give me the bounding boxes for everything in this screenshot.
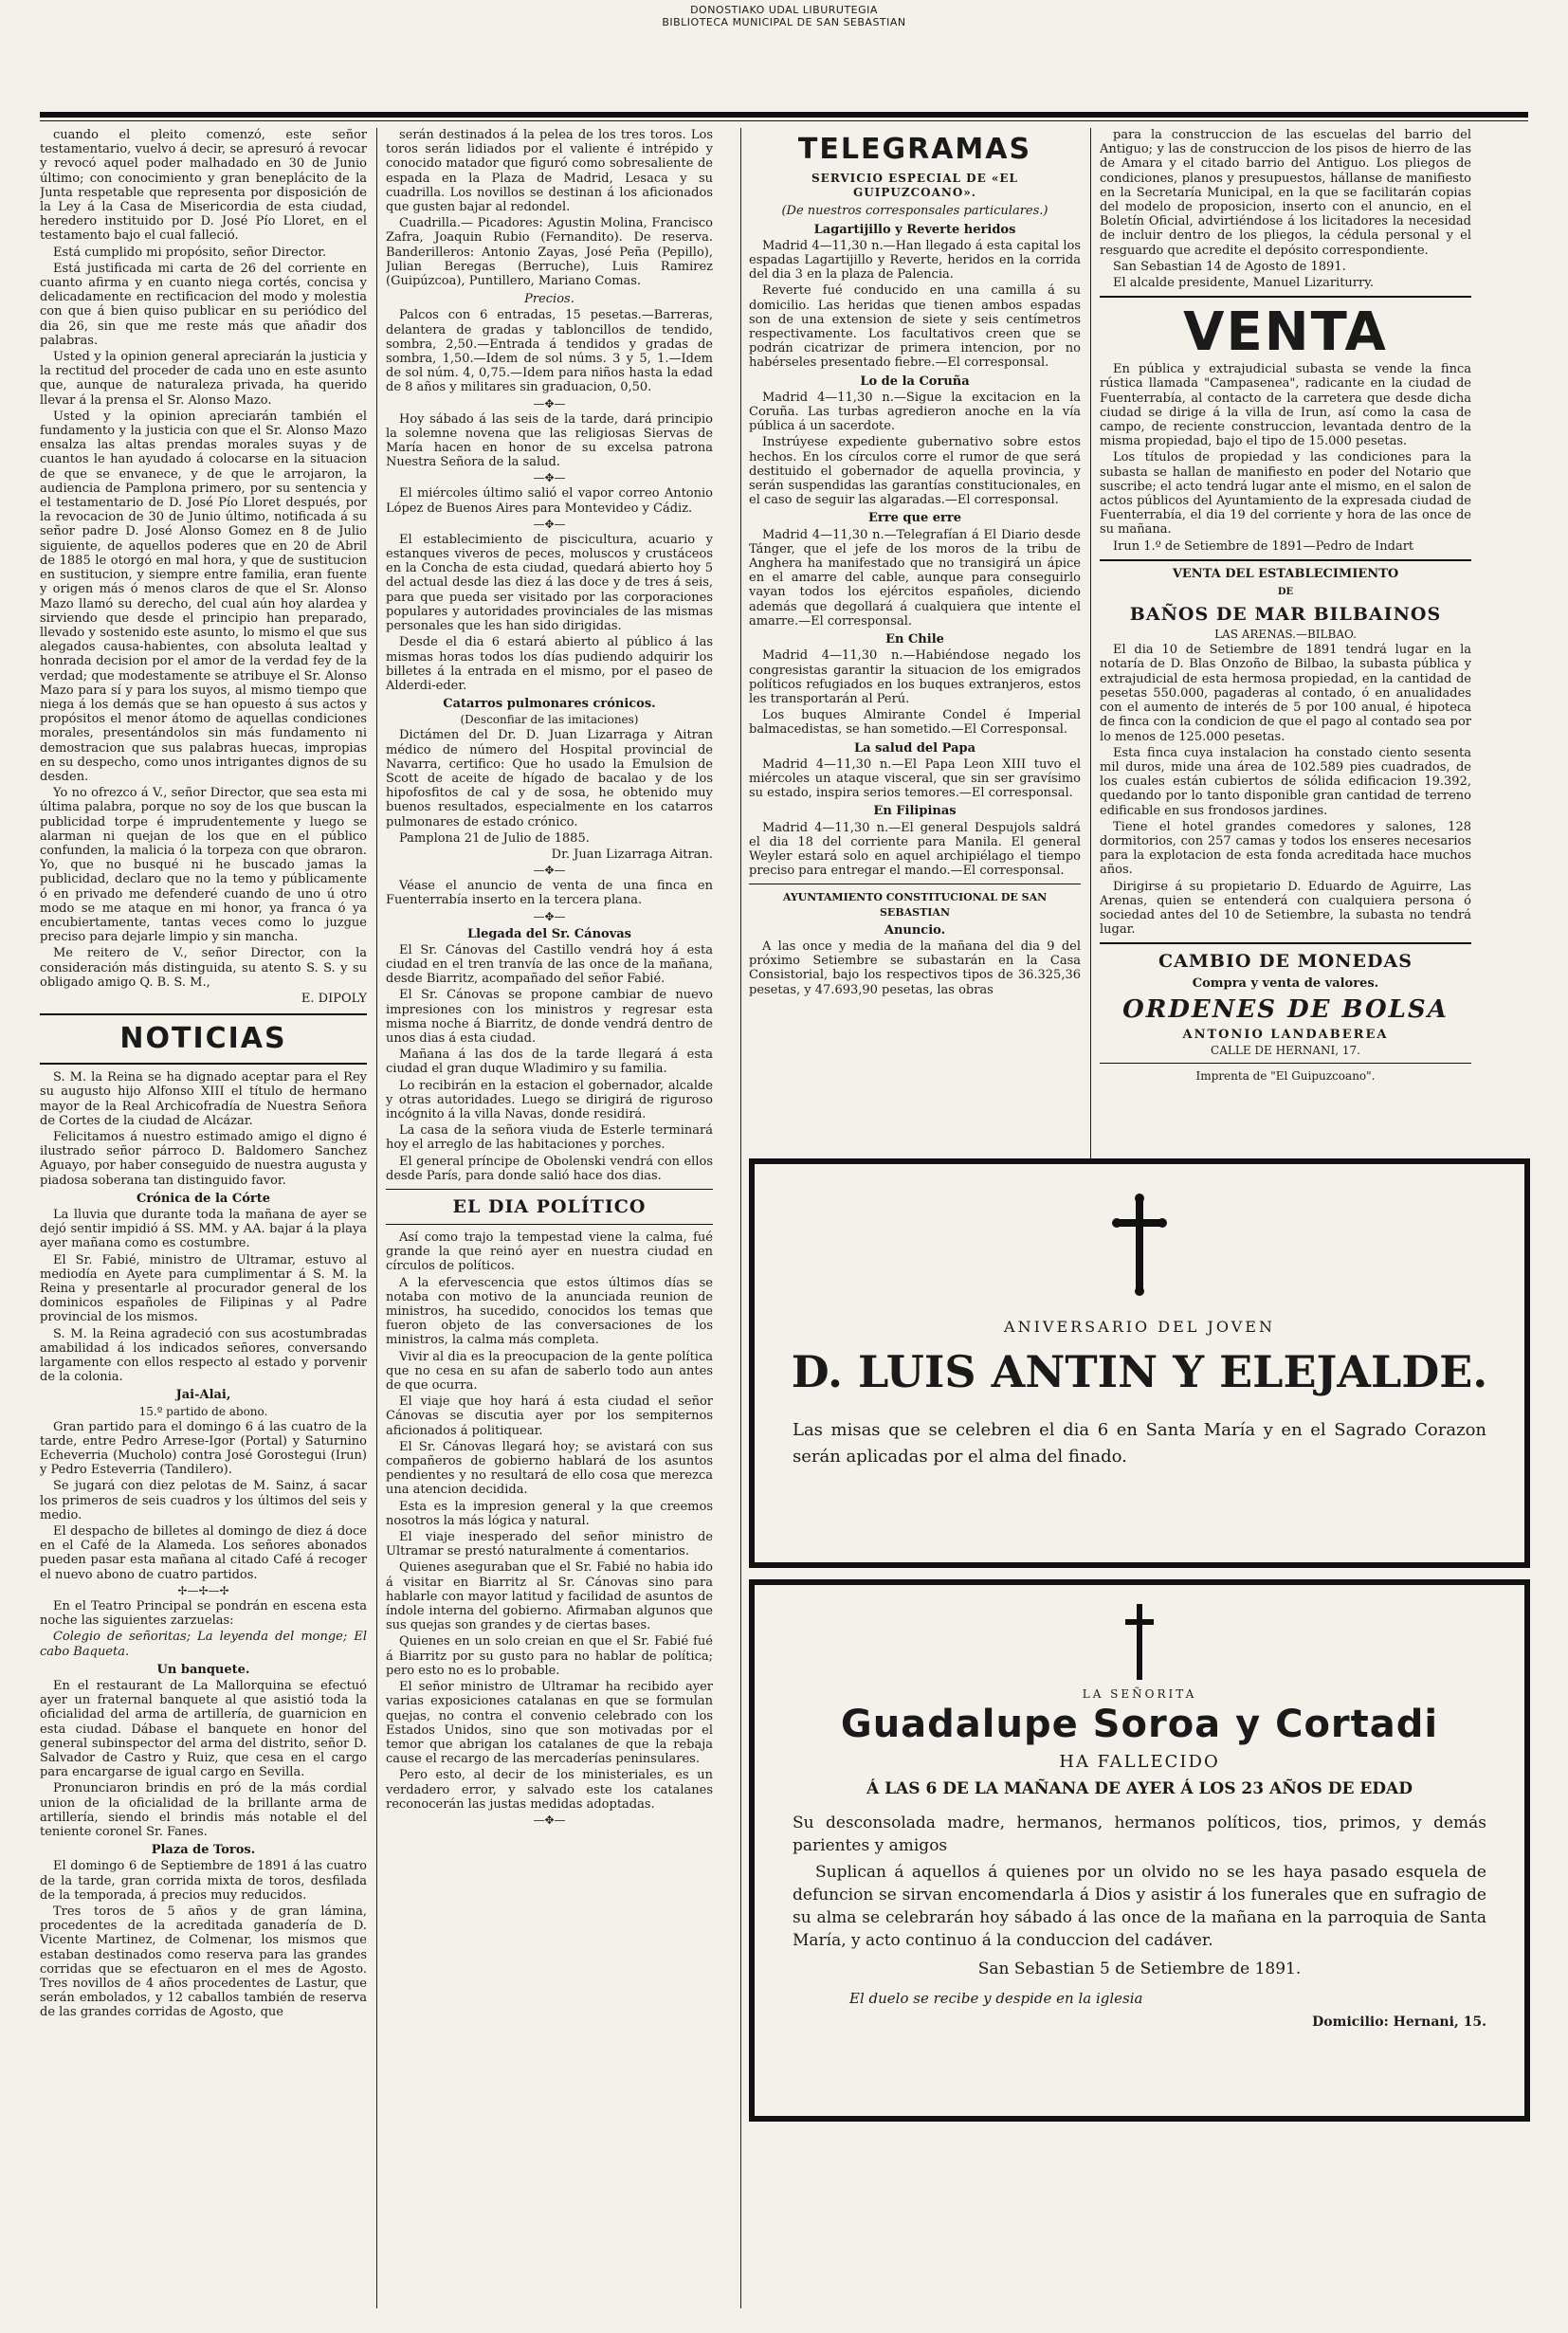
headline: Plaza de Toros. bbox=[151, 1843, 256, 1858]
paragraph: San Sebastian 14 de Agosto de 1891. bbox=[1113, 259, 1346, 274]
paragraph: Pamplona 21 de Julio de 1885. bbox=[399, 830, 590, 846]
paragraph: El establecimiento de piscicultura, acuario y estanques viveros de peces, moluscos y crustáceos en la Concha de esta ciudad, quedará abierto hoy 5 del actual desde las diez á las doce y de tres á seis, para que pueda ser visitado por las corporaciones populares y autoridades provinciales de las mismas personales que les han sido dirigidas. bbox=[386, 532, 713, 634]
paragraph: Esta es la impresion general y la que creemos nosotros la más lógica y natural. bbox=[386, 1499, 713, 1528]
paragraph: A la efervescencia que estos últimos días se notaba con motivo de la anunciada reunion de ministros, ha sucedido, conocidos los temas que fueron objeto de las conversaciones de los ministros, la calma más completa. bbox=[386, 1275, 713, 1348]
paragraph: Madrid 4—11,30 n.—Sigue la excitacion en la Coruña. Las turbas agredieron anoche en la vía pública á un sacerdote. bbox=[749, 390, 1081, 434]
venta-title: VENTA bbox=[1183, 301, 1388, 364]
subheadline: Precios. bbox=[524, 292, 574, 307]
notice-address: Domicilio: Hernani, 15. bbox=[1312, 2014, 1486, 2030]
deceased-name: Guadalupe Soroa y Cortadi bbox=[840, 1703, 1439, 1746]
column-rule bbox=[1090, 128, 1091, 1256]
ornament-divider: —✥— bbox=[533, 1813, 566, 1827]
ornament-divider: —✥— bbox=[533, 864, 566, 878]
paragraph: Pronunciaron brindis en pró de la más cordial union de la oficialidad de la brillante arma de artillería, siendo el brindis más notable el del teniente coronel Sr. Fanes. bbox=[40, 1781, 367, 1839]
headline: CAMBIO DE MONEDAS bbox=[1158, 951, 1413, 973]
headline: En Filipinas bbox=[873, 804, 957, 819]
paragraph: Lo recibirán en la estacion el gobernador, alcalde y otras autoridades. Luego se dirigirá de riguroso incógnito á la villa Navas, donde residirá. bbox=[386, 1078, 713, 1121]
paragraph: Así como trajo la tempestad viene la calma, fué grande la que reinó ayer en nuestra ciudad en círculos de políticos. bbox=[386, 1230, 713, 1274]
paragraph: Hoy sábado á las seis de la tarde, dará principio la solemne novena que las religiosas Siervas de María hacen en honor de su excelsa patrona Nuestra Señora de la salud. bbox=[386, 411, 713, 470]
paragraph: Madrid 4—11,30 n.—Telegrafían á El Diario desde Tánger, que el jefe de los moros de la tribu de Anghera ha manifestado que no transigirá un ápice en el amarre del cable, aunque para conseguirlo vayan todos los ejércitos españoles, diciendo además que degollará á cualquiera que intente el amarre.—El corresponsal. bbox=[749, 527, 1081, 629]
notice-label: HA FALLECIDO bbox=[1059, 1752, 1220, 1772]
paragraph: El alcalde presidente, Manuel Lizariturry. bbox=[1113, 276, 1374, 291]
paragraph: El Sr. Cánovas se propone cambiar de nuevo impresiones con los ministros y regresar esta misma noche á Biarritz, de donde vendrá dentro de unos dias á esta ciudad. bbox=[386, 988, 713, 1046]
headline: Erre que erre bbox=[868, 511, 961, 526]
headline: Crónica de la Córte bbox=[136, 1191, 271, 1206]
archive-stamp bbox=[0, 4, 1568, 28]
paragraph: El Sr. Cánovas del Castillo vendrá hoy á esta ciudad en el tren tranvía de las once de la mañana, desde Biarritz, acompañado del señor Fabié. bbox=[386, 942, 713, 987]
column-3 bbox=[749, 128, 1081, 1256]
headline: En Chile bbox=[885, 632, 944, 647]
paragraph: Madrid 4—11,30 n.—El general Despujols saldrá el dia 18 del corriente para Manila. El general Weyler estará solo en aquel archipiélago el tiempo preciso para entregar el mando.—El corresponsal. bbox=[749, 820, 1081, 879]
divider bbox=[1100, 942, 1471, 944]
paragraph: Tiene el hotel grandes comedores y salones, 128 dormitorios, con 257 camas y todos los enseres necesarios para la explotacion de esta fonda acreditada hace muchos años. bbox=[1100, 819, 1471, 878]
paragraph: Tres toros de 5 años y de gran lámina, procedentes de la acreditada ganadería de D. Vicente Martinez, de Colmenar, los mismos que estaban destinados como reserva para las grandes corridas que se efectuaron en el mes de Agosto. Tres novillos de 4 años procedentes de Lastur, que serán embolados, y 12 caballos también de reserva de las grandes corridas de Agosto, que bbox=[40, 1904, 367, 2020]
cross-icon bbox=[1111, 1193, 1168, 1297]
paragraph: Véase el anuncio de venta de una finca en Fuenterrabía inserto en la tercera plana. bbox=[386, 879, 713, 908]
paragraph: para la construccion de las escuelas del barrio del Antiguo; y las de construccion de los pisos de hierro de las de Amara y el citado barrio del Antiguo. Los pliegos de condiciones, planos y presupuestos, hállanse de manifiesto en la Secretaría Municipal, en la que se facilitarán copias del modelo de proposicion, inserto con el anuncio, en el Boletín Oficial, advirtiéndose á los licitadores la necesidad de incluir dentro de los pliegos, la cédula personal y el resguardo que acredite el depósito correspondiente. bbox=[1100, 128, 1471, 258]
paragraph: En el restaurant de La Mallorquina se efectuó ayer un fraternal banquete al que asistió toda la oficialidad del arma de artillería, de guarnicion en esta ciudad. Dábase el banquete en honor del general subinspector del arma del distrito, señor D. Salvador de Castro y Ruiz, que cesa en el cargo para encargarse de igual cargo en Sevilla. bbox=[40, 1678, 367, 1780]
headline: ORDENES DE BOLSA bbox=[1122, 994, 1449, 1024]
notice-label: LA SEÑORITA bbox=[1082, 1687, 1197, 1701]
paragraph: El miércoles último salió el vapor correo Antonio López de Buenos Aires para Montevideo y Cádiz. bbox=[386, 486, 713, 516]
notice-date: San Sebastian 5 de Setiembre de 1891. bbox=[977, 1959, 1302, 1978]
signature: Dr. Juan Lizarraga Aitran. bbox=[551, 847, 713, 862]
paragraph: El señor ministro de Ultramar ha recibido ayer varias exposiciones catalanas en que se formulan quejas, no contra el convenio celebrado con los Estados Unidos, sino que son motivadas por el temor que abrigan los catalanes de que la rebaja cause el recargo de las mercaderías peninsulares. bbox=[386, 1680, 713, 1767]
headline: DE bbox=[1277, 587, 1294, 598]
paragraph: Usted y la opinion apreciarán también el fundamento y la justicia con que el Sr. Alonso Mazo ensalza las altas prendas morales suyas y de cuantos le han ayudado á colocarse en la situacion de que se envanece, y de que le arrojaron, la audiencia de Pamplona primero, por su sentencia y el testamentario de D. José Pío Lloret después, por la revocacion de 30 de Junio último, notificada á su señor padre D. José Alonso Gomez en 8 de Julio siguiente, de aquellos poderes que en 20 de Abril de 1885 le otorgó en mal hora, y que de sustitucion en sustitucion, y siempre entre familia, eran fuente y origen más ó menos claros de que el Sr. Alonso Mazo llamó su derecho, del cual aún hoy alardea y sirviendo que desde el principio han preparado, llevado y sostenido este asunto, lo mismo el que sus alegados causa-habientes, con absoluta lealtad y honrada decision por el amor de la verdad fey de la verdad; que modestamente se atribuye el Sr. Alonso Mazo para sí y para los suyos, al mismo tiempo que niega á los demás que se han opuesto á sus actos y propósitos el menor átomo de aquellas condiciones morales, presentándolos sin más fundamento ni demostracion que sus palabras huecas, impropias en su despecho, como unos intrigantes dignos de su desden. bbox=[40, 409, 367, 784]
notice-subtitle: Á LAS 6 DE LA MAÑANA DE AYER Á LOS 23 AÑOS DE EDAD bbox=[866, 1779, 1413, 1798]
paragraph: Cuadrilla.— Picadores: Agustin Molina, Francisco Zafra, Joaquin Rubio (Fernandito). De reserva. Banderilleros: Antonio Zayas, José Peña (Pepillo), Julian Beregas (Berruche), Luis Ramirez (Guipúzcoa), Puntillero, Mariano Comas. bbox=[386, 216, 713, 289]
paragraph: En el Teatro Principal se pondrán en escena esta noche las siguientes zarzuelas: bbox=[40, 1598, 367, 1629]
column-4 bbox=[1100, 128, 1471, 1256]
notice-label: ANIVERSARIO DEL JOVEN bbox=[1004, 1318, 1275, 1336]
section-title: NOTICIAS bbox=[119, 1022, 287, 1056]
imprint: Imprenta de "El Guipuzcoano". bbox=[1195, 1068, 1376, 1083]
subheadline: (Desconfiar de las imitaciones) bbox=[460, 713, 639, 727]
paragraph: La lluvia que durante toda la mañana de ayer se dejó sentir impidió á SS. MM. y AA. bajar á la playa ayer mañana como es costumbre. bbox=[40, 1208, 367, 1251]
divider bbox=[1100, 1063, 1471, 1064]
paragraph: A las once y media de la mañana del dia 9 del próximo Setiembre se subastarán en la Casa Consistorial, bajo los respectivos tipos de 36.325,36 pesetas, y 47.693,90 pesetas, las obras bbox=[749, 939, 1081, 997]
paragraph: Esta finca cuya instalacion ha constado ciento sesenta mil duros, mide una área de 102.589 pies cuadrados, de los cuales están cubiertos de sólida edificacion 19.392, quedando por lo tanto disponible gran cantidad de terreno edificable en sus frondosos jardines. bbox=[1100, 745, 1471, 818]
paragraph: Los títulos de propiedad y las condiciones para la subasta se hallan de manifiesto en poder del Notario que suscribe; el acto tendrá lugar ante el mismo, en el salon de actos públicos del Ayuntamiento de la expresada ciudad de Fuenterrabía, el dia 19 del corriente y hora de las once de su mañana. bbox=[1100, 450, 1471, 538]
paragraph: Desde el dia 6 estará abierto al público á las mismas horas todos los días pudiendo adquirir los billetes á la entrada en el mismo, por el paseo de Alderdi-eder. bbox=[386, 635, 713, 693]
subheadline: SERVICIO ESPECIAL DE «EL GUIPUZCOANO». bbox=[811, 172, 1018, 200]
archive-stamp-line1: DONOSTIAKO UDAL LIBURUTEGIA bbox=[690, 4, 878, 16]
ornament-divider: —✥— bbox=[533, 471, 566, 485]
paragraph: El dia 10 de Setiembre de 1891 tendrá lugar en la notaría de D. Blas Onzoño de Bilbao, la subasta pública y extrajudicial de esta hermosa propiedad, en la cantidad de pesetas 550.000, pagaderas al contado, ó en anualidades con el aumento de interés de 5 por 100 anual, é hipoteca de finca con la condicion de que el pago al contado sea por lo menos de 125.000 pesetas. bbox=[1100, 643, 1471, 744]
headline: ANTONIO LANDABEREA bbox=[1182, 1027, 1389, 1042]
paragraph: El Sr. Fabié, ministro de Ultramar, estuvo al mediodía en Ayete para cumplimentar á S. M. la Reina y presentarle al procurador general de los dominicos españoles de Filipinas y al Padre provincial de los mismos. bbox=[40, 1252, 367, 1325]
paragraph: Dictámen del Dr. D. Juan Lizarraga y Aitran médico de número del Hospital provincial de Navarra, certifico: Que ho usado la Emulsion de Scott de aceite de hígado de bacalao y de los hipofosfitos de cal y de sosa, he obtenido muy buenos resultados, especialmente en los catarros pulmonares de estado crónico. bbox=[386, 728, 713, 829]
paragraph: cuando el pleito comenzó, este señor testamentario, vuelvo á decir, se apresuró á revocar y revocó aquel poder malhadado en 30 de Junio último; con conocimiento y gran beneplácito de la Junta respetable que representa por disposición de la Ley á la Casa de Misericordia de esta ciudad, heredero instituido por D. José Pío Lloret, en el testamento bajo el cual falleció. bbox=[40, 128, 367, 244]
notice-text: Las misas que se celebren el dia 6 en Santa María y en el Sagrado Corazon serán aplicadas por el alma del finado. bbox=[793, 1420, 1486, 1467]
signature: E. DIPOLY bbox=[301, 991, 367, 1006]
column-1 bbox=[40, 128, 367, 2308]
paragraph: Los buques Almirante Condel é Imperial balmacedistas, se han sometido.—El Corresponsal. bbox=[749, 708, 1081, 738]
masthead-rule bbox=[40, 112, 1528, 118]
paragraph: Yo no ofrezco á V., señor Director, que sea esta mi última palabra, porque no soy de los que buscan la publicidad torpe é imprudentemente y luego se alarman ni quejan de los que en el público confunden, la malicia ó la torpeza con que obraron. Yo, que no busqué ni he buscado jamas la publicidad, declaro que no la temo y públicamente ó en privado me defenderé cuando de uno ú otro modo se me ataque en mi honor, ya franca ó ya encubiertamente, tantas veces como lo juzgue preciso para dejarle limpio y sin mancha. bbox=[40, 786, 367, 945]
headline: AYUNTAMIENTO CONSTITUCIONAL DE SAN SEBASTIAN bbox=[782, 891, 1048, 919]
archive-stamp-line2: BIBLIOTECA MUNICIPAL DE SAN SEBASTIAN bbox=[662, 16, 906, 28]
subheadline: 15.º partido de abono. bbox=[138, 1404, 268, 1418]
headline: Catarros pulmonares crónicos. bbox=[443, 697, 656, 712]
paragraph: Irun 1.º de Setiembre de 1891—Pedro de Indart bbox=[1113, 538, 1414, 554]
notice-text: Suplican á aquellos á quienes por un olvido no se les haya pasado esquela de defuncion se sirvan encomendarla á Dios y asistir á los funerales que en sufragio de su alma se celebrarán hoy sábado á las once de la mañana en la parroquia de Santa María, y acto continuo á la conduccion del cadáver. bbox=[793, 1863, 1486, 1950]
memorial-notice-antin bbox=[749, 1158, 1530, 1568]
headline: Anuncio. bbox=[884, 922, 946, 938]
cross-icon bbox=[1125, 1604, 1154, 1680]
paragraph: En pública y extrajudicial subasta se vende la finca rústica llamada "Campasenea", radicante en la ciudad de Fuenterrabía, al contacto de la carretera que desde dicha ciudad se dirige á la villa de Irun, así como la casa de campo, de reciente construccion, levantada dentro de la misma propiedad, bajo el tipo de 15.000 pesetas. bbox=[1100, 362, 1471, 449]
paragraph: Palcos con 6 entradas, 15 pesetas.—Barreras, delantera de gradas y tabloncillos de tendido, sombra, 2,50.—Entrada á tendidos y gradas de sombra, 1,50.—Idem de sol núms. 3 y 5, 1.—Idem de sol núm. 4, 0,75.—Idem para niños hasta la edad de 8 años y militares sin graduacion, 0,50. bbox=[386, 308, 713, 395]
notice-footnote: El duelo se recibe y despide en la iglesia bbox=[849, 1990, 1143, 2007]
section-title: EL DIA POLÍTICO bbox=[452, 1196, 647, 1217]
paragraph: El Sr. Cánovas llegará hoy; se avistará con sus compañeros de gobierno hablará de los asuntos pendientes y no resultará de ello cosa que merezca una atencion decidida. bbox=[386, 1439, 713, 1498]
divider bbox=[1100, 296, 1471, 298]
headline: Lo de la Coruña bbox=[860, 374, 970, 389]
paragraph: El domingo 6 de Septiembre de 1891 á las cuatro de la tarde, gran corrida mixta de toros, desfilada de la temporada, á precios muy reducidos. bbox=[40, 1859, 367, 1903]
paragraph: Me reitero de V., señor Director, con la consideración más distinguida, su atento S. S. y su obligado amigo Q. B. S. M., bbox=[40, 946, 367, 990]
headline: Jai-Alai, bbox=[175, 1388, 231, 1403]
paragraph: El general príncipe de Obolenski vendrá con ellos desde París, para donde salió hace dos dias. bbox=[386, 1154, 713, 1183]
ornament-divider: —✥— bbox=[533, 396, 566, 410]
ornament-divider: —✥— bbox=[533, 517, 566, 531]
column-rule bbox=[740, 128, 741, 2308]
paragraph: La casa de la señora viuda de Esterle terminará hoy el arreglo de las habitaciones y porches. bbox=[386, 1123, 713, 1153]
notice-text: Su desconsolada madre, hermanos, hermanos políticos, tios, primos, y demás parientes y amigos bbox=[793, 1814, 1486, 1855]
headline: VENTA DEL ESTABLECIMIENTO bbox=[1172, 566, 1399, 581]
paragraph: Madrid 4—11,30 n.—Habiéndose negado los congresistas garantir la situacion de los emigrados políticos refugiados en los buques extranjeros, estos les transportarán al Perú. bbox=[749, 648, 1081, 706]
section-title: TELEGRAMAS bbox=[797, 133, 1032, 166]
paragraph: Pero esto, al decir de los ministeriales, es un verdadero error, y salvado este los catalanes reconocerán las justas medidas adoptadas. bbox=[386, 1768, 713, 1812]
column-rule bbox=[376, 128, 377, 2308]
paragraph: Se jugará con diez pelotas de M. Sainz, á sacar los primeros de seis cuadros y los últimos del seis y medio. bbox=[40, 1479, 367, 1522]
paragraph: El despacho de billetes al domingo de diez á doce en el Café de la Alameda. Los señores abonados pueden pasar esta mañana al citado Café á recoger el nuevo abono de cuatro partidos. bbox=[40, 1524, 367, 1582]
paragraph: Reverte fué conducido en una camilla á su domicilio. Las heridas que tienen ambos espadas son de una extension de siete y seis centímetros respectivamente. Los facultativos creen que se podrán cicatrizar de primera intencion, por no habérseles presentado fiebre.—El corresponsal. bbox=[749, 283, 1081, 371]
paragraph: Felicitamos á nuestro estimado amigo el digno é ilustrado señor párroco D. Baldomero Sanchez Aguayo, por haber conseguido de nuestra augusta y piadosa soberana tan distinguido favor. bbox=[40, 1130, 367, 1188]
divider bbox=[386, 1224, 713, 1225]
headline: BAÑOS DE MAR BILBAINOS bbox=[1129, 604, 1442, 626]
paragraph: Mañana á las dos de la tarde llegará á esta ciudad el gran duque Wladimiro y su familia. bbox=[386, 1048, 713, 1077]
headline: La salud del Papa bbox=[853, 740, 976, 756]
paragraph: Usted y la opinion general apreciarán la justicia y la rectitud del proceder de cada uno en este asunto que, aunque de naturaleza privada, ha querido llevar á la prensa el Sr. Alonso Mazo. bbox=[40, 350, 367, 408]
paragraph: Está cumplido mi propósito, señor Director. bbox=[53, 245, 327, 260]
deceased-name: D. LUIS ANTIN Y ELEJALDE. bbox=[791, 1346, 1488, 1397]
ornament-divider: ✢—✢—✢ bbox=[177, 1583, 229, 1597]
paragraph: S. M. la Reina se ha dignado aceptar para el Rey su augusto hijo Alfonso XIII el título de hermano mayor de la Real Archicofradía de Nuestra Señora de Cortes de la ciudad de Alcázar. bbox=[40, 1070, 367, 1128]
paragraph: Quienes aseguraban que el Sr. Fabié no habia ido á visitar en Biarritz al Sr. Cánovas sino para hablarle con mayor latitud y facilidad de asuntos de índole interna del gobierno. Afirmaban algunos que sus quejas son grandes y de ciertas bases. bbox=[386, 1560, 713, 1633]
paragraph: Quienes en un solo creian en que el Sr. Fabié fué á Biarritz por su gusto para no hablar de política; pero esto no es lo probable. bbox=[386, 1634, 713, 1678]
subheadline: CALLE DE HERNANI, 17. bbox=[1211, 1043, 1360, 1057]
headline: Lagartijillo y Reverte heridos bbox=[813, 222, 1016, 237]
subheadline: LAS ARENAS.—BILBAO. bbox=[1214, 628, 1357, 642]
death-notice-soroa bbox=[749, 1579, 1530, 2122]
paragraph: Dirigirse á su propietario D. Eduardo de Aguirre, Las Arenas, quien se entenderá con cualquiera persona ó sociedad antes del 10 de Setiembre, la subasta no tendrá lugar. bbox=[1100, 879, 1471, 938]
subheadline: (De nuestros corresponsales particulares.) bbox=[781, 204, 1048, 219]
noticias-header bbox=[40, 1013, 367, 1065]
column-2 bbox=[386, 128, 713, 2308]
paragraph: S. M. la Reina agradeció con sus acostumbradas amabilidad á los indicados señores, conversando largamente con ellos respecto al estado y porvenir de la colonia. bbox=[40, 1326, 367, 1385]
paragraph: Madrid 4—11,30 n.—Han llegado á esta capital los espadas Lagartijillo y Reverte, heridos en la corrida del dia 3 en la plaza de Palencia. bbox=[749, 238, 1081, 283]
ornament-divider: —✥— bbox=[533, 909, 566, 923]
masthead-rule-thin bbox=[40, 120, 1528, 121]
divider bbox=[386, 1189, 713, 1190]
paragraph: Colegio de señoritas; La leyenda del monge; El cabo Baqueta. bbox=[40, 1630, 367, 1659]
paragraph: Instrúyese expediente gubernativo sobre estos hechos. En los círculos corre el rumor de que será destituido el gobernador de aquella provincia, y serán suspendidas las garantías constitucionales, en el caso de seguir las algaradas.—El corresponsal. bbox=[749, 435, 1081, 508]
paragraph: Está justificada mi carta de 26 del corriente en cuanto afirma y en cuanto niega cortés, concisa y delicadamente en rectificacion del modo y molestia con que á bien quiso publicar en su periódico del dia 26, sin que me reste más que añadir dos palabras. bbox=[40, 261, 367, 348]
paragraph: Vivir al dia es la preocupacion de la gente política que no cesa en su afan de saberlo todo aun antes de que ocurra. bbox=[386, 1349, 713, 1394]
paragraph: Gran partido para el domingo 6 á las cuatro de la tarde, entre Pedro Arrese-Igor (Portal) y Saturnino Echeverria (Mucholo) contra José Gorostegui (Irun) y Pedro Esteverria (Tandilero). bbox=[40, 1419, 367, 1478]
divider bbox=[1100, 559, 1471, 561]
headline: Llegada del Sr. Cánovas bbox=[466, 926, 631, 941]
headline: Un banquete. bbox=[156, 1662, 250, 1677]
paragraph: serán destinados á la pelea de los tres toros. Los toros serán lidiados por el valiente é intrépido y conocido matador que figuró como sobresaliente de espada en la Plaza de Madrid, Lesaca y su cuadrilla. Los novillos se destinan á los aficionados que gusten bajar al redondel. bbox=[386, 128, 713, 215]
paragraph: El viaje que hoy hará á esta ciudad el señor Cánovas se discutia ayer por los sempiternos aficionados á politiquear. bbox=[386, 1394, 713, 1438]
paragraph: El viaje inesperado del señor ministro de Ultramar se prestó naturalmente á comentarios. bbox=[386, 1530, 713, 1559]
paragraph: Madrid 4—11,30 n.—El Papa Leon XIII tuvo el miércoles un ataque visceral, que sin ser gravísimo su estado, inspira serios temores.—El corresponsal. bbox=[749, 756, 1081, 801]
subheadline: Compra y venta de valores. bbox=[1192, 976, 1379, 992]
